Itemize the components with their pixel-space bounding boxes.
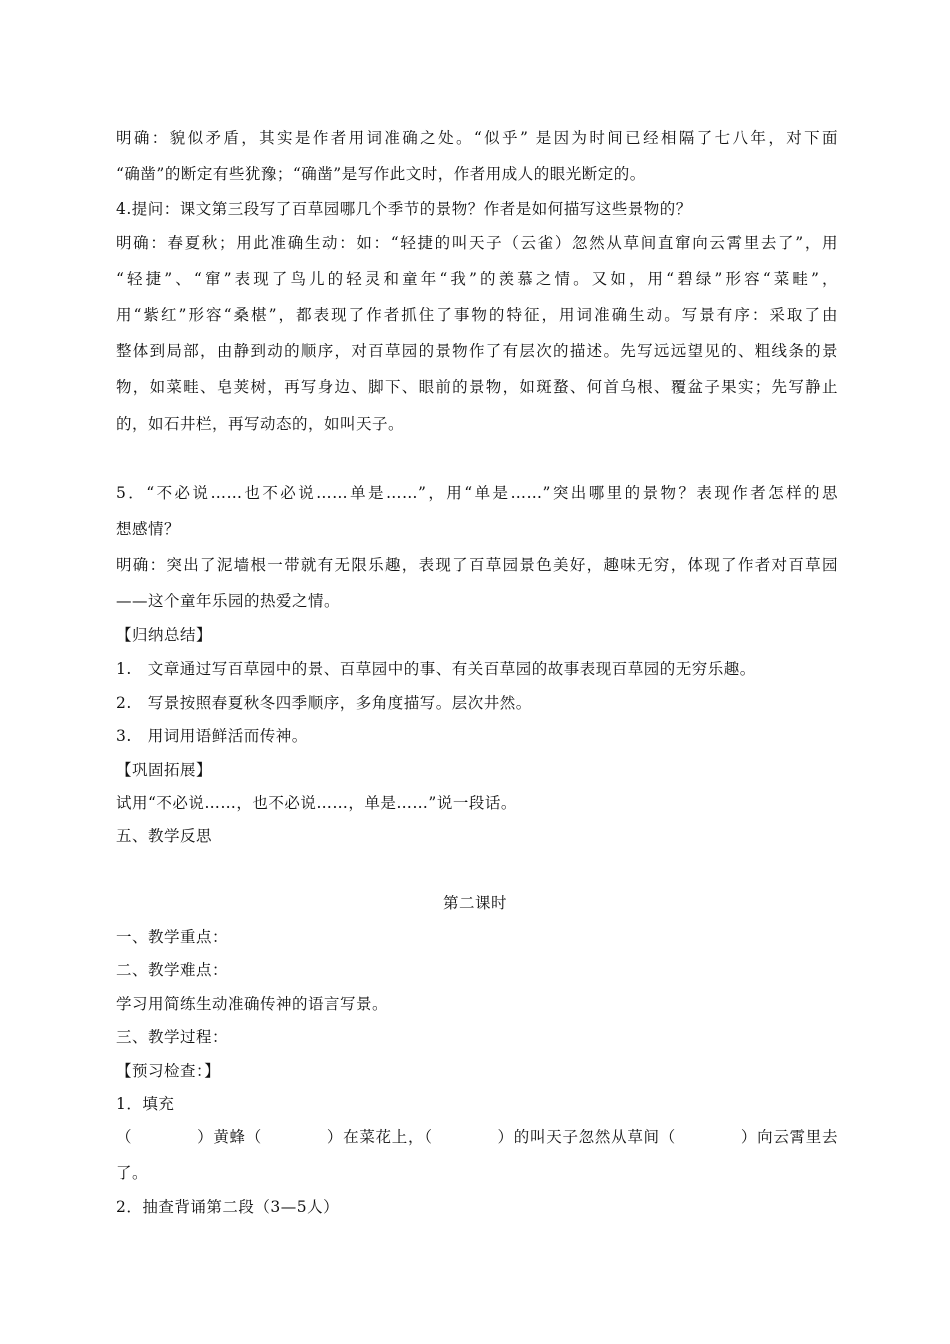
text-line: 物，如菜畦、皂荚树，再写身边、脚下、眼前的景物，如斑蝥、何首乌根、覆盆子果实；先写静止 (116, 378, 838, 396)
text-line: ——这个童年乐园的热爱之情。 (116, 592, 341, 610)
fill-blank-line: （ ）黄蜂（ ）在菜花上，（ ）的叫天子忽然从草间（ ）向云霄里去 (116, 1128, 838, 1146)
section-heading: 【归纳总结】 (116, 626, 213, 644)
list-item: 3. 用词用语鲜活而传神。 (116, 727, 308, 745)
text-line: 的，如石井栏，再写动态的，如叫天子。 (116, 415, 405, 433)
text-line: 学习用简练生动准确传神的语言写景。 (116, 995, 389, 1013)
text-line: “确凿”的断定有些犹豫；“确凿”是写作此文时，作者用成人的眼光断定的。 (116, 165, 646, 183)
text-line: 明确：春夏秋；用此准确生动：如：“轻捷的叫天子（云雀）忽然从草间直窜向云霄里去了”，用 (116, 234, 838, 252)
list-item: 2．抽查背诵第二段（3—5人） (116, 1198, 340, 1216)
text-line: 4.提问：课文第三段写了百草园哪几个季节的景物？作者是如何描写这些景物的？ (116, 200, 692, 218)
section-heading: 五、教学反思 (116, 827, 213, 845)
section-heading: 二、教学难点： (116, 961, 229, 979)
text-line: 试用“不必说……，也不必说……，单是……”说一段话。 (116, 794, 517, 812)
list-item: 1．填充 (116, 1095, 175, 1113)
text-line: 5．“不必说……也不必说……单是……”，用“单是……”突出哪里的景物？表现作者怎样的思 (116, 484, 838, 502)
text-line: 整体到局部，由静到动的顺序，对百草园的景物作了有层次的描述。先写远远望见的、粗线条的景 (116, 342, 838, 360)
section-heading: 【预习检查：】 (116, 1062, 221, 1080)
text-line: 明确：突出了泥墙根一带就有无限乐趣，表现了百草园景色美好，趣味无穷，体现了作者对百草园 (116, 556, 838, 574)
lesson-title: 第二课时 (442, 894, 507, 912)
section-heading: 【巩固拓展】 (116, 761, 213, 779)
text-line: 用“紫红”形容“桑椹”，都表现了作者抓住了事物的特征，用词准确生动。写景有序：采取了由 (116, 306, 838, 324)
section-heading: 一、教学重点： (116, 928, 229, 946)
text-line: 想感情？ (116, 520, 181, 538)
fill-blank-line: 了。 (116, 1164, 149, 1182)
text-line: 明确：貌似矛盾，其实是作者用词准确之处。“似乎” 是因为时间已经相隔了七八年，对下面 (116, 129, 838, 147)
section-heading: 三、教学过程： (116, 1028, 229, 1046)
list-item: 2. 写景按照春夏秋冬四季顺序，多角度描写。层次井然。 (116, 694, 532, 712)
list-item: 1. 文章通过写百草园中的景、百草园中的事、有关百草园的故事表现百草园的无穷乐趣。 (116, 660, 756, 678)
text-line: “轻捷”、“窜”表现了鸟儿的轻灵和童年“我”的羡慕之情。又如，用“碧绿”形容“菜畦”， (116, 270, 838, 288)
